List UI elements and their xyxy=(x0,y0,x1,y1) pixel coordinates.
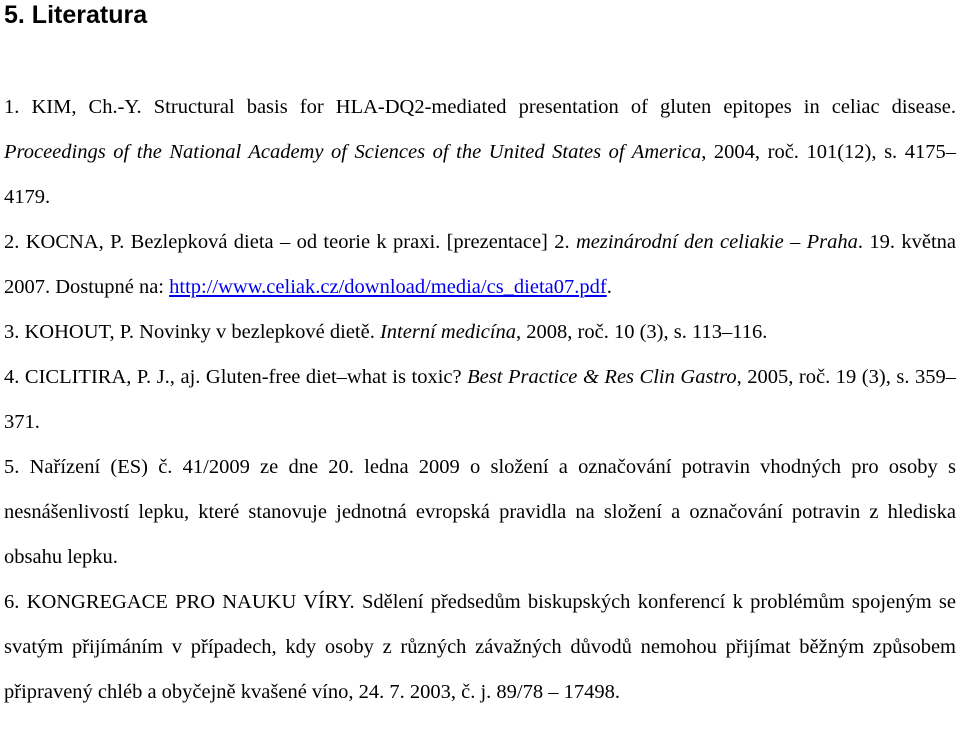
reference-item-3 xyxy=(4,310,956,355)
reference-end: . xyxy=(606,276,612,298)
reference-item-5 xyxy=(4,445,956,580)
reference-text: 6. KONGREGACE PRO NAUKU VÍRY. Sdělení předsedům biskupských konferencí k problémům spojeným se svatým přijímáním v případech, kdy osoby z různých závažných důvodů nemohou přijímat běžným způsobem připravený chléb a obyčejně kvašené víno, 24. 7. 2003, č. j. 89/78 – 17498. xyxy=(4,591,956,703)
reference-source: Best Practice & Res Clin Gastro xyxy=(467,366,737,388)
reference-item-4 xyxy=(4,355,956,445)
reference-text: 1. KIM, Ch.-Y. Structural basis for HLA-DQ2-mediated presentation of gluten epitopes in celiac disease. xyxy=(4,96,956,118)
reference-item-1 xyxy=(4,85,956,220)
reference-details: , 2005, roč. 19 (3), s. 359–371. xyxy=(4,366,956,433)
reference-details: , 2004, roč. 101(12), s. 4175–4179. xyxy=(4,141,956,208)
reference-link[interactable]: http://www.celiak.cz/download/media/cs_dieta07.pdf xyxy=(169,276,607,298)
reference-source: Proceedings of the National Academy of Sciences of the United States of America xyxy=(4,141,702,163)
reference-text: 2. KOCNA, P. Bezlepková dieta – od teorie k praxi. [prezentace] 2. xyxy=(4,231,576,253)
reference-source: mezinárodní den celiakie – Praha xyxy=(575,231,858,253)
reference-details: , 2008, roč. 10 (3), s. 113–116. xyxy=(516,321,768,343)
reference-item-2 xyxy=(4,220,956,310)
reference-item-6 xyxy=(4,580,956,715)
reference-list xyxy=(4,85,956,715)
reference-text: 3. KOHOUT, P. Novinky v bezlepkové dietě. xyxy=(4,321,380,343)
reference-details: . 19. května 2007. Dostupné na: xyxy=(4,231,956,298)
reference-source: Interní medicína xyxy=(379,321,517,343)
reference-text: 4. CICLITIRA, P. J., aj. Gluten-free diet–what is toxic? xyxy=(4,366,468,388)
reference-text: 5. Nařízení (ES) č. 41/2009 ze dne 20. ledna 2009 o složení a označování potravin vhodných pro osoby s nesnášenlivostí lepku, které stanovuje jednotná evropská pravidla na složení a označování potravin z hlediska obsahu lepku. xyxy=(4,456,956,568)
section-heading: 5. Literatura xyxy=(4,1,148,29)
